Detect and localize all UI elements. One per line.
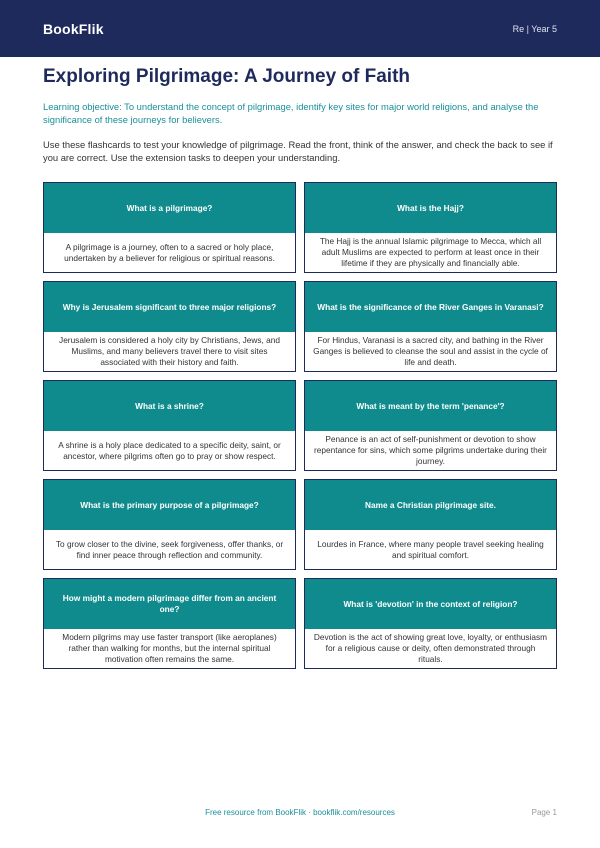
subject-year-label: Re | Year 5	[512, 23, 557, 34]
flashcard-back: A shrine is a holy place dedicated to a specific deity, saint, or ancestor, where pilgrims often go to pray or show respect.	[44, 431, 295, 470]
flashcard[interactable]	[43, 182, 296, 273]
flashcard-front: What is a pilgrimage?	[44, 183, 295, 233]
page-number: Page 1	[531, 808, 557, 817]
flashcard-front: What is the significance of the River Ganges in Varanasi?	[305, 282, 556, 332]
flashcard-front: What is a shrine?	[44, 381, 295, 431]
flashcard[interactable]	[304, 578, 557, 669]
instructions: Use these flashcards to test your knowledge of pilgrimage. Read the front, think of the answer, and check the back to see if you are correct. Use the extension tasks to deepen your understanding.	[43, 139, 553, 163]
flashcard[interactable]	[43, 380, 296, 471]
flashcard-back: Modern pilgrims may use faster transport (like aeroplanes) rather than walking for months, but the internal spiritual motivation often remains the same.	[44, 629, 295, 668]
flashcard-front: How might a modern pilgrimage differ from an ancient one?	[44, 579, 295, 629]
flashcard[interactable]	[304, 479, 557, 570]
flashcard-front: What is meant by the term 'penance'?	[305, 381, 556, 431]
flashcard-back: Jerusalem is considered a holy city by Christians, Jews, and Muslims, and many believers travel there to visit sites associated with their history and faith.	[44, 332, 295, 371]
flashcard[interactable]	[43, 281, 296, 372]
flashcard[interactable]	[304, 281, 557, 372]
flashcard-grid	[43, 182, 557, 669]
flashcard-back: A pilgrimage is a journey, often to a sacred or holy place, undertaken by a believer for religious or spiritual reasons.	[44, 233, 295, 272]
flashcard-front: Why is Jerusalem significant to three major religions?	[44, 282, 295, 332]
flashcard-back: Penance is an act of self-punishment or devotion to show repentance for sins, which some pilgrims undertake during their journey.	[305, 431, 556, 470]
flashcard-back: For Hindus, Varanasi is a sacred city, and bathing in the River Ganges is believed to cleanse the soul and assist in the cycle of life and death.	[305, 332, 556, 371]
flashcard-back: Devotion is the act of showing great love, loyalty, or enthusiasm for a religious cause or deity, often demonstrated through rituals.	[305, 629, 556, 668]
footer-link[interactable]: Free resource from BookFlik · bookflik.com/resources	[205, 808, 395, 817]
flashcard-front: Name a Christian pilgrimage site.	[305, 480, 556, 530]
brand-logo[interactable]: BookFlik	[43, 20, 104, 37]
flashcard-front: What is the primary purpose of a pilgrimage?	[44, 480, 295, 530]
flashcard[interactable]	[304, 380, 557, 471]
flashcard-back: The Hajj is the annual Islamic pilgrimage to Mecca, which all adult Muslims are expected to perform at least once in their lifetime if they are physically and financially able.	[305, 233, 556, 272]
flashcard[interactable]	[43, 578, 296, 669]
flashcard-front: What is the Hajj?	[305, 183, 556, 233]
header-bar	[0, 0, 600, 57]
page-title: Exploring Pilgrimage: A Journey of Faith	[43, 66, 411, 87]
flashcard[interactable]	[304, 182, 557, 273]
flashcard-front: What is 'devotion' in the context of religion?	[305, 579, 556, 629]
flashcard-back: To grow closer to the divine, seek forgiveness, offer thanks, or find inner peace through reflection and community.	[44, 530, 295, 569]
flashcard-back: Lourdes in France, where many people travel seeking healing and spiritual comfort.	[305, 530, 556, 569]
learning-objective: Learning objective: To understand the concept of pilgrimage, identify key sites for major world religions, and analyse the significance of these journeys for believers.	[43, 101, 539, 125]
flashcard[interactable]	[43, 479, 296, 570]
